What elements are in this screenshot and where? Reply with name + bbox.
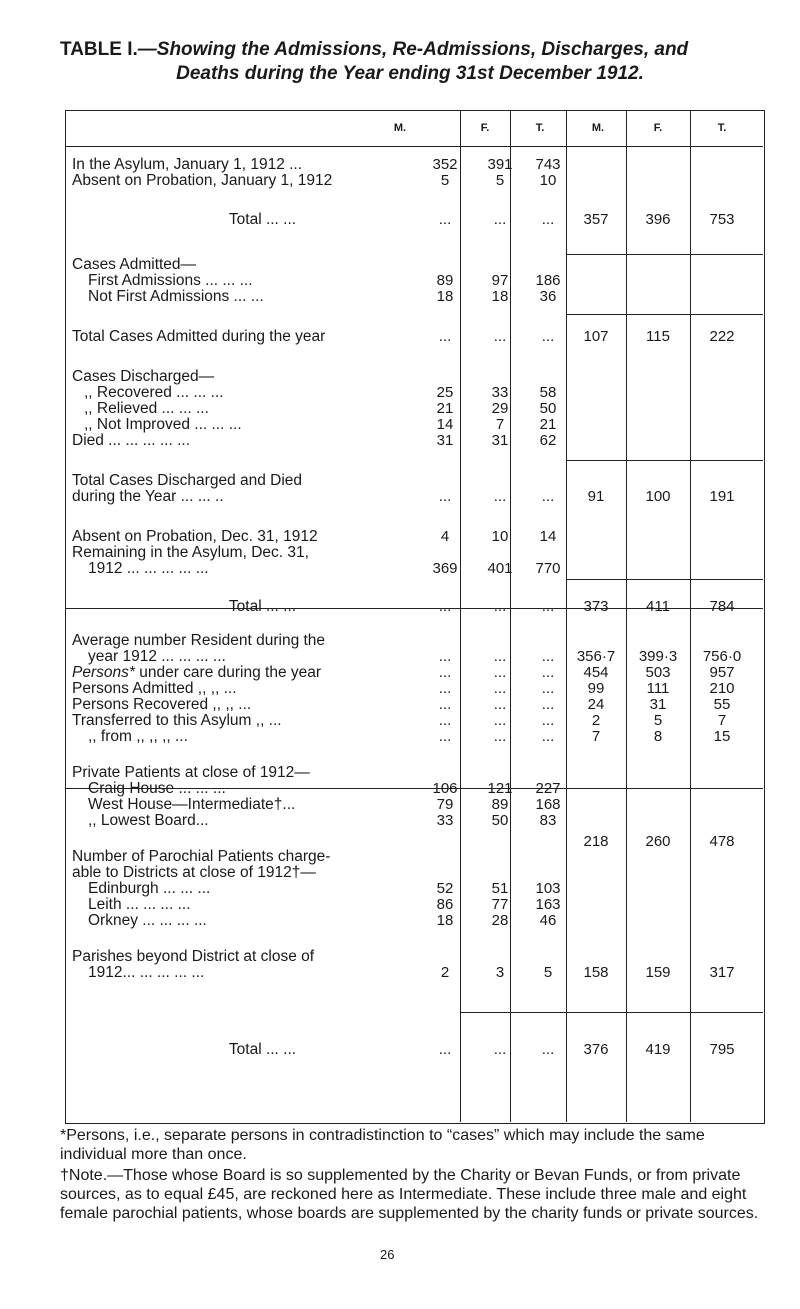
table-cell: 50 — [539, 400, 557, 417]
table-cell: 357 — [583, 211, 609, 228]
table-cell: 411 — [646, 598, 670, 615]
header-rule — [65, 146, 763, 147]
table-cell: 107 — [583, 328, 609, 345]
row-label: able to Districts at close of 1912†— — [72, 864, 316, 881]
title-line2: Deaths during the Year ending 31st December 1912. — [176, 63, 644, 84]
total-rule — [460, 1012, 763, 1013]
table-cell: ... — [541, 696, 555, 713]
table-cell: ... — [541, 728, 555, 745]
table-cell: 111 — [646, 680, 670, 697]
table-cell: 52 — [436, 880, 454, 897]
row-label: Leith ... ... ... ... — [88, 896, 191, 913]
table-cell: 50 — [491, 812, 509, 829]
table-cell: ... — [438, 696, 452, 713]
table-cell: 770 — [535, 560, 561, 577]
row-label: Remaining in the Asylum, Dec. 31, — [72, 544, 309, 561]
row-label: ,, Recovered ... ... ... — [84, 384, 224, 401]
row-label: Not First Admissions ... ... — [88, 288, 264, 305]
table-cell: 18 — [436, 288, 454, 305]
table-cell: 8 — [653, 728, 663, 745]
row-label: ,, from ,, ,, ,, ... — [88, 728, 188, 745]
table-cell: 3 — [495, 964, 505, 981]
table-cell: ... — [493, 328, 507, 345]
table-cell: 18 — [436, 912, 454, 929]
table-cell: 4 — [440, 528, 450, 545]
table-cell: 62 — [539, 432, 557, 449]
table-cell: ... — [493, 211, 507, 228]
private-total-cell: 218 — [583, 833, 609, 850]
table-cell: ... — [438, 598, 452, 615]
table-cell: ... — [438, 211, 452, 228]
table-cell: 186 — [535, 272, 561, 289]
table-cell: ... — [438, 664, 452, 681]
table-cell: ... — [493, 598, 507, 615]
row-label: West House—Intermediate†... — [88, 796, 296, 813]
table-cell: 99 — [587, 680, 605, 697]
total-rule — [566, 314, 763, 315]
table-cell: 14 — [436, 416, 454, 433]
table-cell: 77 — [491, 896, 509, 913]
table-title — [60, 38, 760, 86]
table-cell: 33 — [436, 812, 454, 829]
table-cell: ... — [438, 680, 452, 697]
table-cell: ... — [541, 1041, 555, 1058]
table-cell: 5 — [440, 172, 450, 189]
table-cell: ... — [493, 712, 507, 729]
table-cell: 227 — [535, 780, 561, 797]
table-cell: ... — [541, 680, 555, 697]
row-label: Total ... ... — [228, 211, 297, 228]
table-cell: ... — [438, 712, 452, 729]
row-label: In the Asylum, January 1, 1912 ... — [72, 156, 303, 173]
table-cell: 5 — [543, 964, 553, 981]
table-cell: 46 — [539, 912, 557, 929]
table-cell: 784 — [709, 598, 735, 615]
row-label: Craig House ... ... ... — [88, 780, 226, 797]
row-label: Absent on Probation, Dec. 31, 1912 — [72, 528, 318, 545]
table-cell: ... — [541, 598, 555, 615]
table-cell: 28 — [491, 912, 509, 929]
table-cell: ... — [438, 328, 452, 345]
table-cell: ... — [438, 648, 452, 665]
table-cell: 115 — [646, 328, 670, 345]
table-cell: 210 — [709, 680, 735, 697]
table-cell: 503 — [645, 664, 671, 681]
table-cell: 24 — [587, 696, 605, 713]
row-label: Persons* under care during the year — [72, 664, 322, 681]
table-cell: 7 — [495, 416, 505, 433]
header-t2: T. — [717, 122, 727, 134]
footnote-dagger: †Note.—Those whose Board is so supplemented by the Charity or Bevan Funds, or from private sources, as to equal £45, are reckoned here as Intermediate. These include three male and eight female parochial patients, whose boards are supplemented by the charity funds or private sources. — [60, 1167, 759, 1222]
table-cell: 55 — [713, 696, 731, 713]
table-cell: 58 — [539, 384, 557, 401]
table-cell: 158 — [583, 964, 609, 981]
row-label: during the Year ... ... .. — [72, 488, 224, 505]
header-f2: F. — [653, 122, 663, 134]
row-label: Transferred to this Asylum ,, ... — [72, 712, 282, 729]
footnote-star: *Persons, i.e., separate persons in contradistinction to “cases” which may include the same individual more than once. — [60, 1127, 705, 1163]
table-cell: ... — [541, 648, 555, 665]
table-cell: 369 — [432, 560, 458, 577]
row-label: ,, Lowest Board... — [88, 812, 209, 829]
table-cell: ... — [438, 728, 452, 745]
table-cell: 86 — [436, 896, 454, 913]
table-cell: 159 — [645, 964, 671, 981]
header-m2: M. — [591, 122, 605, 134]
row-label: Edinburgh ... ... ... — [88, 880, 211, 897]
row-label: ,, Relieved ... ... ... — [84, 400, 209, 417]
table-cell: 121 — [487, 780, 513, 797]
table-cell: 5 — [495, 172, 505, 189]
private-total-cell: 260 — [645, 833, 671, 850]
table-cell: 352 — [432, 156, 458, 173]
table-cell: 743 — [535, 156, 561, 173]
header-f: F. — [480, 122, 490, 134]
table-cell: ... — [493, 488, 507, 505]
table-cell: 957 — [709, 664, 735, 681]
table-cell: 89 — [491, 796, 509, 813]
title-rest: —Showing the Admissions, Re-Admissions, Discharges, and — [137, 39, 689, 60]
table-cell: 396 — [645, 211, 671, 228]
row-label: Average number Resident during the — [72, 632, 326, 649]
header-m: M. — [393, 122, 407, 134]
row-label: 1912... ... ... ... ... — [88, 964, 205, 981]
table-cell: 2 — [440, 964, 450, 981]
total-rule — [566, 460, 763, 461]
row-label: Absent on Probation, January 1, 1912 — [72, 172, 333, 189]
table-cell: ... — [438, 488, 452, 505]
table-cell: ... — [493, 680, 507, 697]
table-cell: ... — [493, 1041, 507, 1058]
table-cell: ... — [541, 211, 555, 228]
table-cell: 391 — [487, 156, 513, 173]
table-cell: 2 — [591, 712, 601, 729]
table-cell: ... — [493, 648, 507, 665]
table-cell: 36 — [539, 288, 557, 305]
table-cell: ... — [541, 328, 555, 345]
table-cell: 356·7 — [576, 648, 616, 665]
table-cell: 100 — [645, 488, 671, 505]
table-cell: 7 — [717, 712, 727, 729]
table-cell: 753 — [709, 211, 735, 228]
row-label: Total ... ... — [228, 598, 297, 615]
row-label: year 1912 ... ... ... ... — [88, 648, 226, 665]
table-cell: 89 — [436, 272, 454, 289]
row-label: Private Patients at close of 1912— — [72, 764, 310, 781]
table-cell: 756·0 — [702, 648, 742, 665]
table-cell: 163 — [535, 896, 561, 913]
table-cell: 83 — [539, 812, 557, 829]
table-cell: 10 — [491, 528, 509, 545]
row-label: 1912 ... ... ... ... ... — [88, 560, 209, 577]
row-label: ,, Not Improved ... ... ... — [84, 416, 242, 433]
table-cell: 5 — [653, 712, 663, 729]
table-cell: 25 — [436, 384, 454, 401]
table-cell: 29 — [491, 400, 509, 417]
table-cell: 317 — [709, 964, 735, 981]
table-cell: 419 — [645, 1041, 671, 1058]
table-cell: ... — [438, 1041, 452, 1058]
row-label: Number of Parochial Patients charge- — [72, 848, 331, 865]
table-cell: 97 — [491, 272, 509, 289]
table-cell: ... — [541, 712, 555, 729]
table-cell: 15 — [713, 728, 731, 745]
private-total-cell: 478 — [709, 833, 735, 850]
table-cell: 18 — [491, 288, 509, 305]
row-label: First Admissions ... ... ... — [88, 272, 253, 289]
total-rule — [566, 254, 763, 255]
row-label: Total ... ... — [228, 1041, 297, 1058]
row-label: Cases Discharged— — [72, 368, 215, 385]
table-cell: 373 — [583, 598, 609, 615]
table-cell: 191 — [709, 488, 735, 505]
table-cell: 14 — [539, 528, 557, 545]
table-cell: 103 — [535, 880, 561, 897]
row-label: Persons Admitted ,, ,, ... — [72, 680, 237, 697]
table-cell: 376 — [583, 1041, 609, 1058]
row-label: Persons Recovered ,, ,, ... — [72, 696, 252, 713]
total-rule — [566, 579, 763, 580]
table-cell: 31 — [436, 432, 454, 449]
table-cell: 79 — [436, 796, 454, 813]
row-label: Cases Admitted— — [72, 256, 197, 273]
table-cell: 106 — [432, 780, 458, 797]
table-cell: ... — [541, 664, 555, 681]
table-cell: 31 — [649, 696, 667, 713]
table-cell: ... — [541, 488, 555, 505]
table-cell: 401 — [487, 560, 513, 577]
table-cell: 168 — [535, 796, 561, 813]
row-label: Orkney ... ... ... ... — [88, 912, 207, 929]
table-cell: ... — [493, 696, 507, 713]
title-lead: TABLE I. — [60, 39, 138, 60]
row-label: Total Cases Admitted during the year — [72, 328, 326, 345]
table-cell: 51 — [491, 880, 509, 897]
table-cell: 21 — [436, 400, 454, 417]
table-cell: 454 — [583, 664, 609, 681]
table-cell: 33 — [491, 384, 509, 401]
row-label: Died ... ... ... ... ... — [72, 432, 191, 449]
page-number: 26 — [380, 1247, 395, 1262]
header-t: T. — [535, 122, 545, 134]
table-cell: 7 — [591, 728, 601, 745]
row-label: Total Cases Discharged and Died — [72, 472, 303, 489]
table-cell: ... — [493, 664, 507, 681]
table-cell: 31 — [491, 432, 509, 449]
table-cell: ... — [493, 728, 507, 745]
table-cell: 10 — [539, 172, 557, 189]
table-cell: 91 — [587, 488, 605, 505]
table-cell: 399·3 — [638, 648, 678, 665]
table-cell: 21 — [539, 416, 557, 433]
table-cell: 795 — [709, 1041, 735, 1058]
table-cell: 222 — [709, 328, 735, 345]
row-label: Parishes beyond District at close of — [72, 948, 315, 965]
